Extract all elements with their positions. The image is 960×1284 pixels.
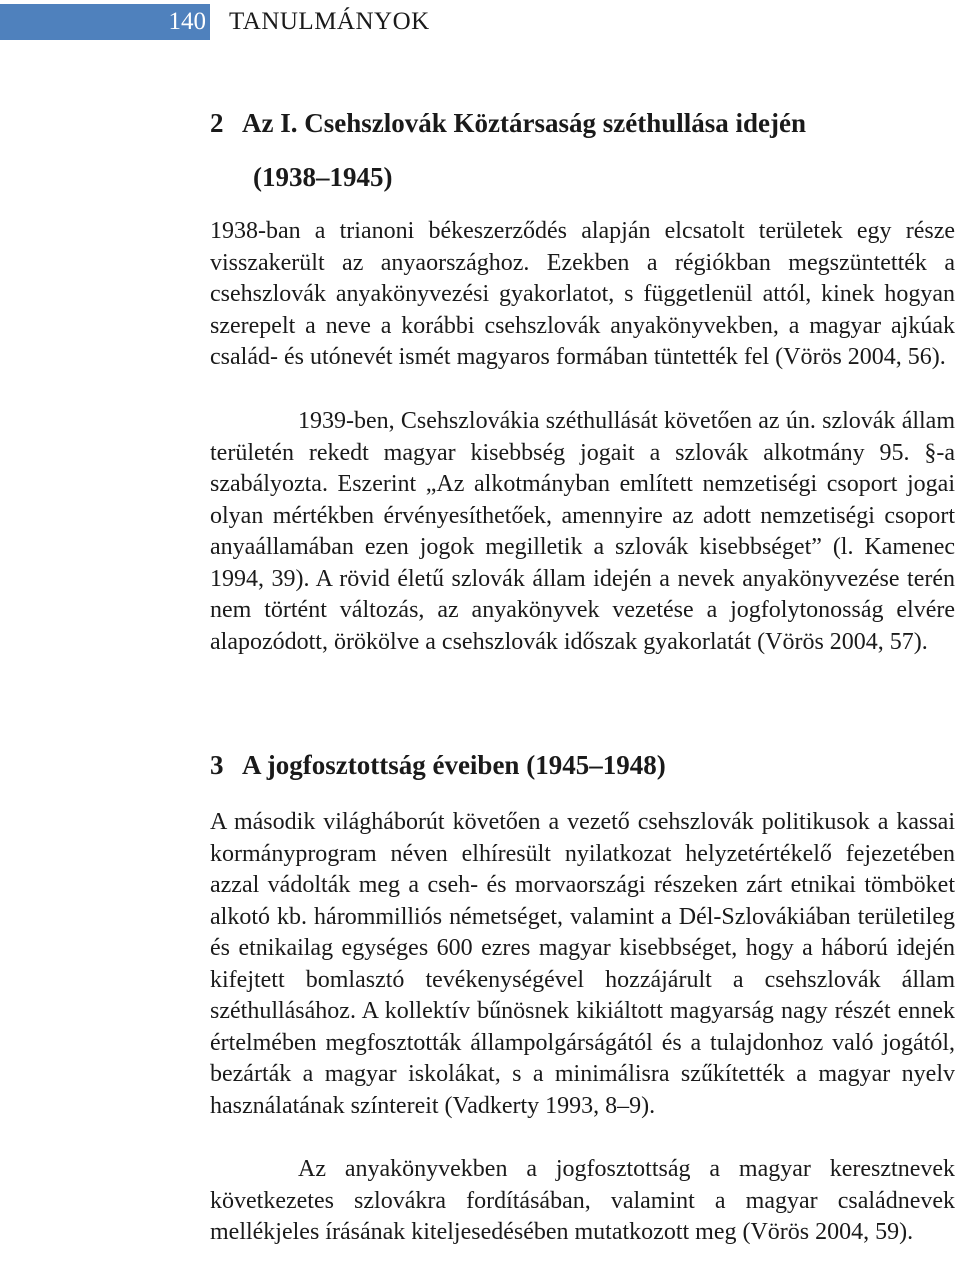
section-number: 2 — [210, 108, 224, 138]
paragraph: 1939-ben, Csehszlovákia széthullását követően az ún. szlovák állam területén rekedt magyar kisebbség jogait a szlovák alkotmány 95. §-a szabályozta. Eszerint „Az alkotmányban említett nemzetiségi csoport jogai olyan mértékben érvényesíthetőek, amennyire az adott nemzetiségi csoport anyaállamában ezen jogok megilletik a szlovák kisebbséget” (l. Kamenec 1994, 39). A rövid életű szlovák állam idején a nevek anyakönyvezése terén nem történt változás, az anyakönyvek vezetése a jogfolytonosság elvére alapozódott, örökölve a csehszlovák időszak gyakorlatát (Vörös 2004, 57). — [210, 408, 955, 655]
paragraph: Az anyakönyvekben a jogfosztottság a magyar keresztnevek következetes szlovákra fordításában, valamint a magyar családnevek mellékjeles írásának kiteljesedésében mutatkozott meg (Vörös 2004, 59). — [210, 1156, 955, 1245]
paragraph: 1938-ban a trianoni békeszerződés alapján elcsatolt területek egy része visszakerült az anyaországhoz. Ezekben a régiókban megszüntették a csehszlovák anyakönyvezési gyakorlatot, s függetlenül attól, kinek hogyan szerepelt a neve a korábbi csehszlovák anyakönyvekben, a magyar ajkúak család- és utónevét ismét magyaros formában tüntették fel (Vörös 2004, 56). — [210, 218, 955, 370]
running-head: TANULMÁNYOK — [229, 8, 430, 35]
section-title: A jogfosztottság éveiben (1945–1948) — [242, 750, 666, 780]
section-title: Az I. Csehszlovák Köztársaság széthullása idején — [242, 108, 806, 138]
section-number: 3 — [210, 750, 224, 780]
paragraph: A második világháborút követően a vezető csehszlovák politikusok a kassai kormányprogram néven elhíresült nyilatkozat helyzetértékelő fejezetében azzal vádolták meg a cseh- és morvaországi részeken zárt etnikai tömböket alkotó kb. hárommilliós németséget, valamint a Dél-Szlovákiában területileg és etnikailag egységes 600 ezres magyar kisebbséget, hogy a háború idején kifejtett bomlasztó tevékenységével hozzájárult a csehszlovák állam széthullásához. A kollektív bűnösnek kikiáltott magyarság nagy részét ennek értelmében megfosztották állampolgárságától és a tulajdonhoz való jogától, bezárták a magyar iskolákat, s a minimálisra szűkítették a magyar nyelv használatának színtereit (Vadkerty 1993, 8–9). — [210, 809, 955, 1119]
page-number: 140 — [168, 8, 206, 35]
section-title-continuation: (1938–1945) — [253, 162, 393, 192]
section-heading-2 — [210, 96, 806, 150]
section-heading-3 — [210, 738, 666, 792]
